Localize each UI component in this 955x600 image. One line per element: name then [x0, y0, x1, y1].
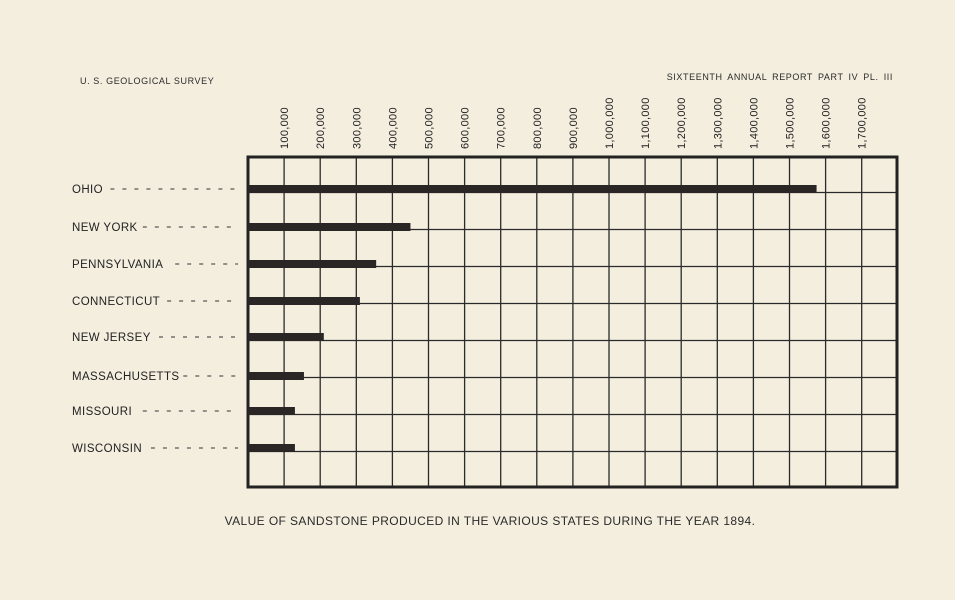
tick-label: 1,000,000 — [604, 97, 616, 149]
tick-label: 1,700,000 — [856, 97, 869, 149]
report-header: SIXTEENTH ANNUAL REPORT PART IV PL. III — [666, 72, 893, 82]
category-label: MISSOURI — [72, 406, 133, 418]
tick-label: 700,000 — [495, 107, 508, 149]
bar — [248, 185, 817, 193]
category-label: NEW YORK — [72, 222, 138, 234]
tick-label: 500,000 — [423, 107, 436, 149]
tick-label: 1,100,000 — [640, 97, 653, 149]
category-label: MASSACHUSETTS — [72, 371, 180, 383]
bar — [248, 444, 295, 452]
bar — [248, 372, 304, 380]
bar — [248, 223, 410, 231]
tick-label: 400,000 — [387, 107, 400, 149]
tick-label: 300,000 — [351, 107, 364, 149]
tick-label: 1,400,000 — [748, 97, 761, 149]
tick-label: 600,000 — [459, 107, 472, 149]
bar — [248, 333, 324, 341]
category-label: PENNSYLVANIA — [72, 259, 164, 271]
tick-label: 100,000 — [279, 107, 292, 149]
tick-label: 1,200,000 — [676, 97, 689, 149]
tick-label: 800,000 — [531, 107, 544, 149]
category-label: CONNECTICUT — [72, 296, 161, 308]
survey-header: U. S. GEOLOGICAL SURVEY — [80, 76, 215, 86]
category-label: WISCONSIN — [72, 443, 143, 455]
bar — [248, 260, 376, 268]
tick-label: 200,000 — [315, 107, 328, 149]
tick-label: 1,500,000 — [784, 97, 797, 149]
bar — [248, 407, 295, 415]
tick-label: 1,300,000 — [712, 97, 725, 149]
tick-label: 1,600,000 — [820, 97, 833, 149]
category-label: OHIO — [72, 184, 103, 196]
tick-label: 900,000 — [567, 107, 580, 149]
chart-caption: VALUE OF SANDSTONE PRODUCED IN THE VARIOUS STATES DURING THE YEAR 1894. — [224, 514, 756, 528]
category-label: NEW JERSEY — [72, 332, 151, 344]
bar — [248, 297, 360, 305]
